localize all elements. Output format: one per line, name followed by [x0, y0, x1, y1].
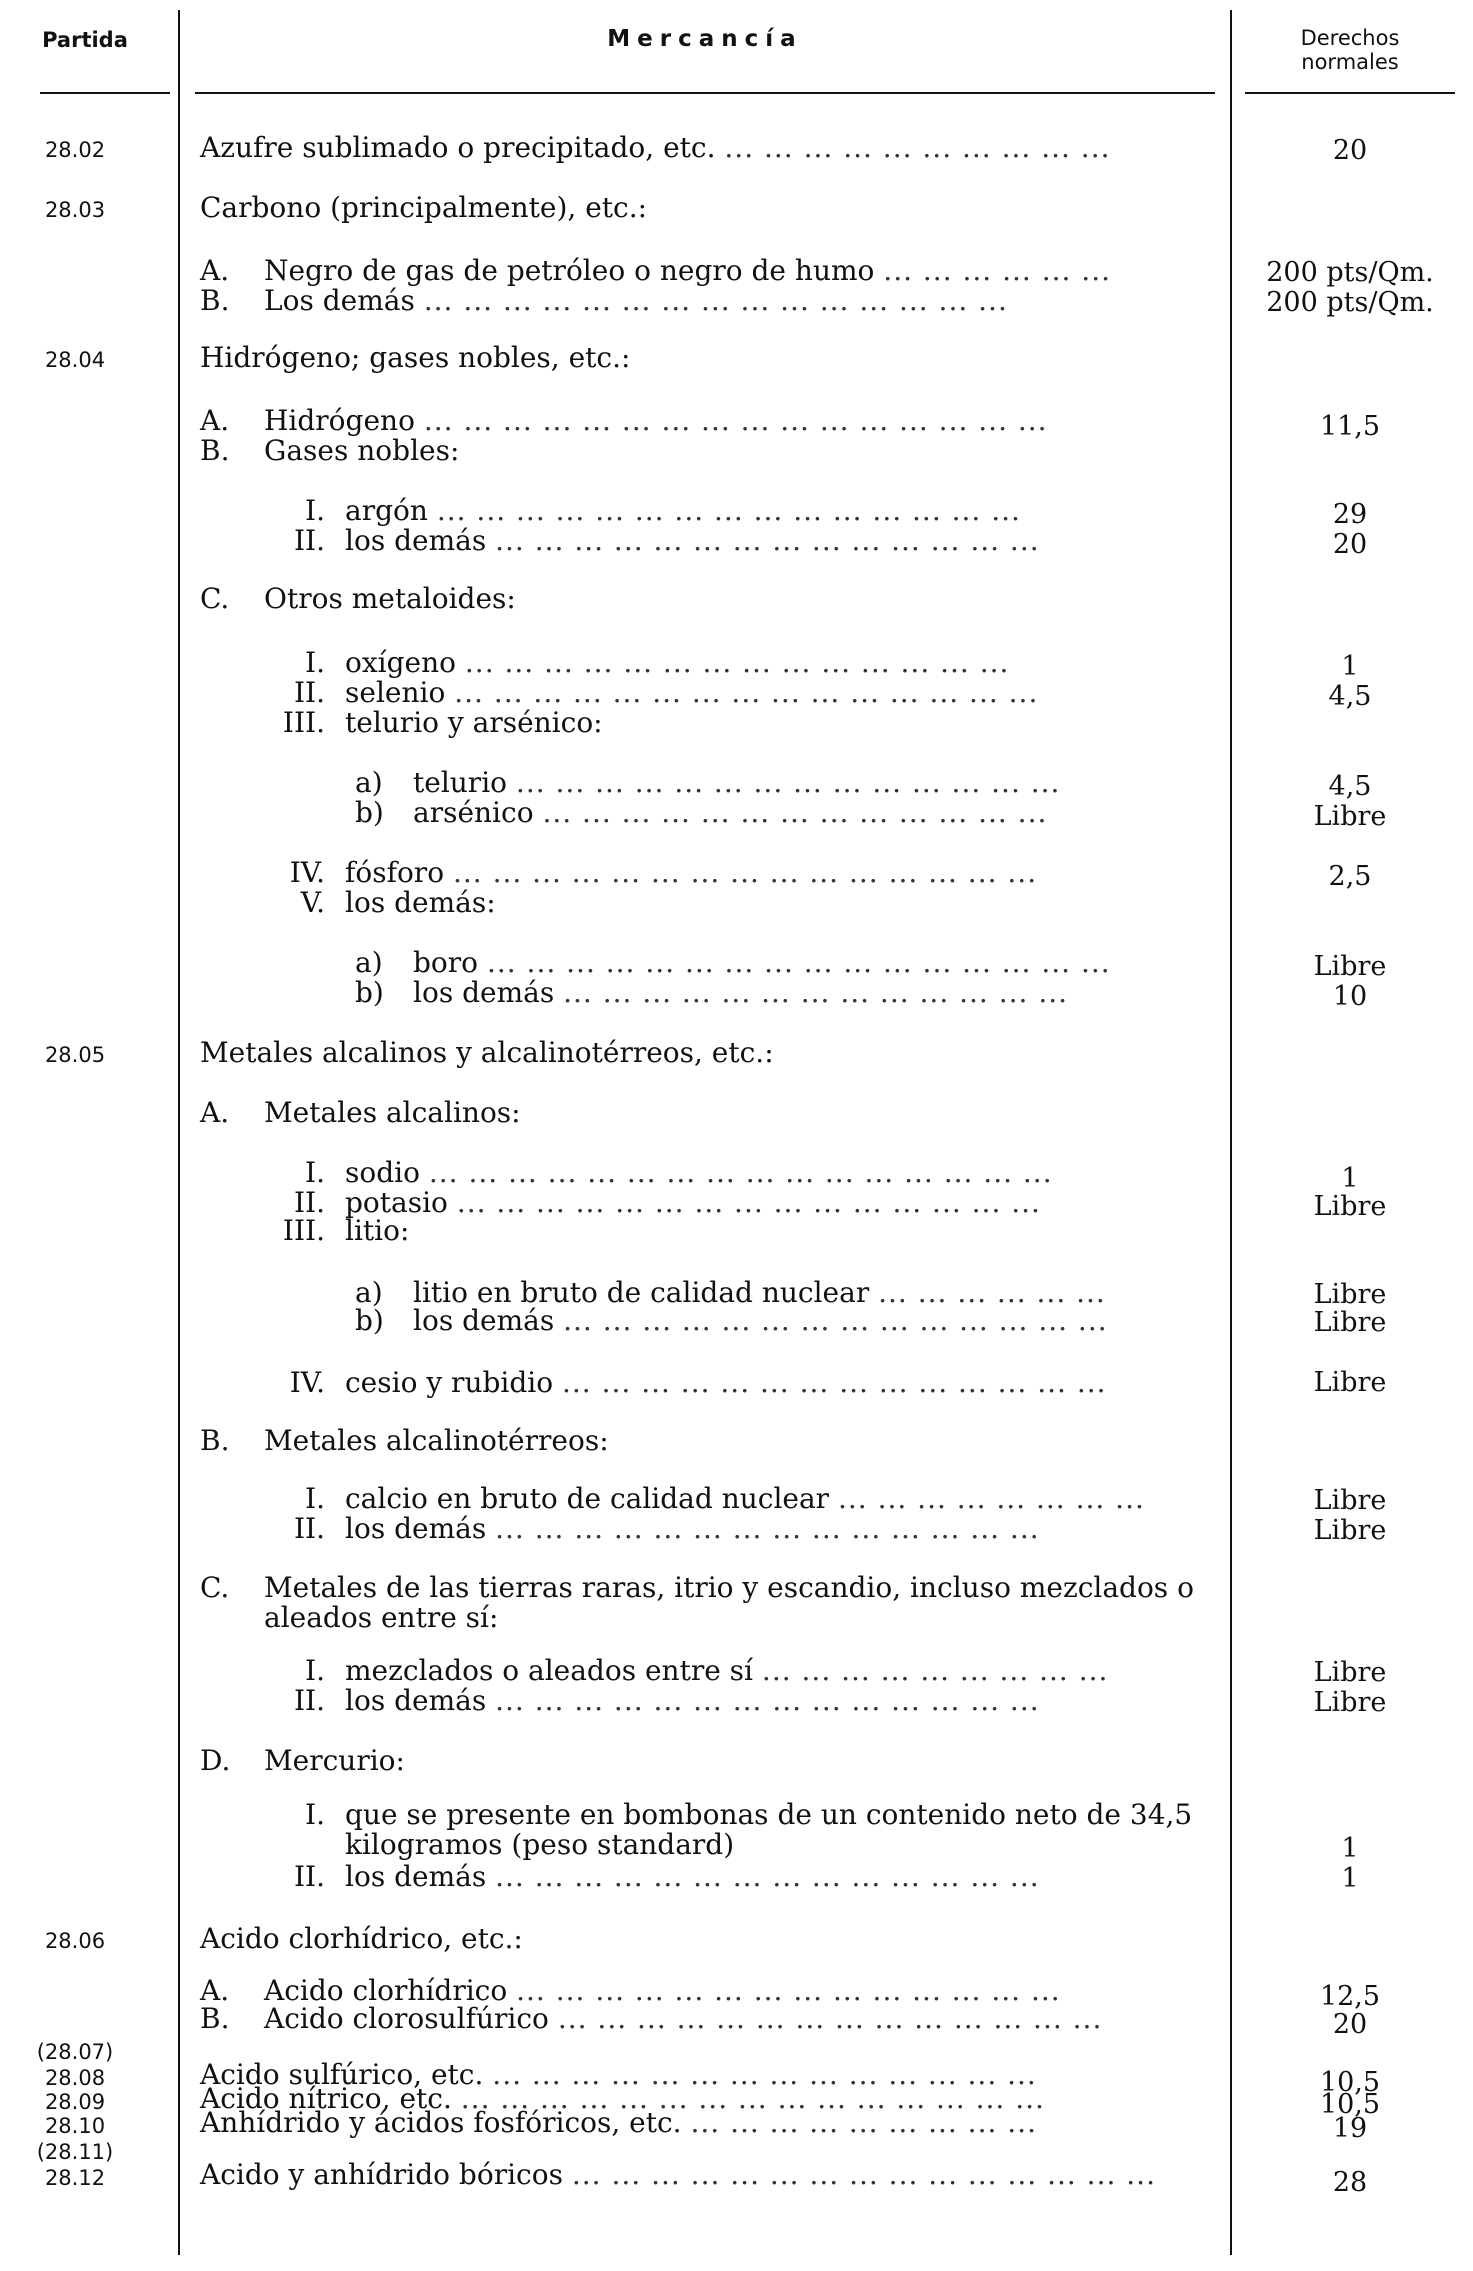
item-description: I. calcio en bruto de calidad nuclear ... ... ... ... ... ... ... ...: [305, 1482, 1145, 1515]
item-description: B. Metales alcalinotérreos:: [200, 1424, 609, 1457]
partida-code: (28.07): [36, 2040, 114, 2064]
duty-value: Libre: [1313, 1367, 1387, 1398]
item-description: II. los demás ... ... ... ... ... ... ... ... ... ... ... ... ... ...: [293, 524, 1040, 557]
duty-value: Libre: [1313, 1485, 1387, 1516]
duty-value: 10: [1332, 981, 1368, 1012]
column-divider-right: [1230, 10, 1232, 2255]
item-description: D. Mercurio:: [200, 1744, 405, 1777]
partida-code: 28.09: [44, 2090, 106, 2114]
item-description: III. telurio y arsénico:: [282, 706, 603, 739]
duty-value: Libre: [1313, 801, 1387, 832]
duty-value: 1: [1341, 1163, 1359, 1194]
item-description: A. Hidrógeno ... ... ... ... ... ... ... ... ... ... ... ... ... ... ... ...: [200, 404, 1048, 437]
duty-value: 1: [1341, 1863, 1359, 1894]
duty-value: 29: [1332, 499, 1368, 530]
item-description: A. Acido clorhídrico ... ... ... ... ... ... ... ... ... ... ... ... ... ...: [200, 1974, 1061, 2007]
duty-value: 20: [1332, 2009, 1368, 2040]
duty-value: 4,5: [1328, 771, 1372, 802]
item-description: I. argón ... ... ... ... ... ... ... ... ... ... ... ... ... ... ...: [305, 494, 1021, 527]
item-description: b) los demás ... ... ... ... ... ... ... ... ... ... ... ... ... ...: [355, 1304, 1108, 1337]
partida-code: 28.10: [44, 2114, 106, 2138]
partida-code: 28.12: [44, 2166, 106, 2190]
duty-value: 2,5: [1328, 861, 1372, 892]
header-partida: Partida: [42, 28, 128, 52]
item-description: A. Metales alcalinos:: [200, 1096, 521, 1129]
duty-value: 28: [1332, 2167, 1368, 2198]
duty-value: 1: [1341, 651, 1359, 682]
duty-value: Libre: [1313, 1657, 1387, 1688]
item-description: IV. cesio y rubidio ... ... ... ... ... ... ... ... ... ... ... ... ... ...: [289, 1366, 1107, 1399]
item-description: C. Otros metaloides:: [200, 582, 516, 615]
item-description: b) los demás ... ... ... ... ... ... ... ... ... ... ... ... ...: [355, 976, 1069, 1009]
header-underline-partida: [40, 92, 170, 94]
header-underline-mercancia: [195, 92, 1215, 94]
partida-code: 28.06: [44, 1929, 106, 1953]
partida-code: 28.04: [44, 348, 106, 372]
duty-value: Libre: [1313, 1687, 1387, 1718]
item-description: II. los demás ... ... ... ... ... ... ... ... ... ... ... ... ... ...: [293, 1512, 1040, 1545]
item-description: C. Metales de las tierras raras, itrio y escandio, incluso mezclados o aleados entre sí:: [200, 1571, 1194, 1634]
item-description: II. los demás ... ... ... ... ... ... ... ... ... ... ... ... ... ...: [293, 1860, 1040, 1893]
duty-value: Libre: [1313, 1515, 1387, 1546]
item-description: III. litio:: [282, 1214, 410, 1247]
item-description: Metales alcalinos y alcalinotérreos, etc.:: [200, 1036, 774, 1069]
duty-value: 11,5: [1319, 411, 1381, 442]
item-description: Acido nítrico, etc. ... ... ... ... ... ... ... ... ... ... ... ... ... ... ...: [200, 2082, 1045, 2115]
partida-code: 28.03: [44, 198, 106, 222]
item-description: I. que se presente en bombonas de un contenido neto de 34,5 kilogramos (peso standard): [305, 1798, 1193, 1861]
header-underline-derechos: [1245, 92, 1455, 94]
duty-value: 200 pts/Qm.: [1266, 287, 1434, 318]
item-description: B. Acido clorosulfúrico ... ... ... ... ... ... ... ... ... ... ... ... ... ...: [200, 2002, 1103, 2035]
item-description: I. oxígeno ... ... ... ... ... ... ... ... ... ... ... ... ... ...: [305, 646, 1010, 679]
duty-value: 12,5: [1319, 1981, 1381, 2012]
partida-code: 28.08: [44, 2066, 106, 2090]
duty-value: 4,5: [1328, 681, 1372, 712]
header-derechos: Derechos normales: [1300, 26, 1400, 74]
item-description: Acido sulfúrico, etc. ... ... ... ... ... ... ... ... ... ... ... ... ... ...: [200, 2058, 1037, 2091]
item-description: Azufre sublimado o precipitado, etc. ... ... ... ... ... ... ... ... ... ...: [200, 131, 1111, 164]
item-description: Anhídrido y ácidos fosfóricos, etc. ... ... ... ... ... ... ... ... ...: [200, 2106, 1037, 2139]
item-description: II. los demás ... ... ... ... ... ... ... ... ... ... ... ... ... ...: [293, 1684, 1040, 1717]
item-description: Carbono (principalmente), etc.:: [200, 191, 648, 224]
partida-code: 28.02: [44, 138, 106, 162]
duty-value: Libre: [1313, 951, 1387, 982]
item-description: V. los demás:: [300, 886, 496, 919]
item-description: a) boro ... ... ... ... ... ... ... ... ... ... ... ... ... ... ... ...: [355, 946, 1111, 979]
item-description: a) litio en bruto de calidad nuclear ... ... ... ... ... ...: [355, 1276, 1106, 1309]
duty-value: 10,5: [1319, 2067, 1381, 2098]
duty-value: 20: [1332, 135, 1368, 166]
item-description: Acido y anhídrido bóricos ... ... ... ... ... ... ... ... ... ... ... ... ... ... ...: [200, 2158, 1156, 2191]
duty-value: 1: [1341, 1833, 1359, 1864]
partida-code: 28.05: [44, 1043, 106, 1067]
duty-value: 200 pts/Qm.: [1266, 257, 1434, 288]
item-description: II. potasio ... ... ... ... ... ... ... ... ... ... ... ... ... ... ...: [293, 1186, 1041, 1219]
duty-value: Libre: [1313, 1307, 1387, 1338]
item-description: I. mezclados o aleados entre sí ... ... ... ... ... ... ... ... ...: [305, 1654, 1109, 1687]
item-description: A. Negro de gas de petróleo o negro de humo ... ... ... ... ... ...: [200, 254, 1112, 287]
duty-value: Libre: [1313, 1191, 1387, 1222]
item-description: Hidrógeno; gases nobles, etc.:: [200, 341, 631, 374]
item-description: a) telurio ... ... ... ... ... ... ... ... ... ... ... ... ... ...: [355, 766, 1061, 799]
item-description: Acido clorhídrico, etc.:: [200, 1922, 523, 1955]
partida-code: (28.11): [36, 2140, 114, 2164]
duty-value: Libre: [1313, 1279, 1387, 1310]
item-description: b) arsénico ... ... ... ... ... ... ... ... ... ... ... ... ...: [355, 796, 1048, 829]
item-description: II. selenio ... ... ... ... ... ... ... ... ... ... ... ... ... ... ...: [293, 676, 1039, 709]
duty-value: 19: [1332, 2113, 1368, 2144]
item-description: B. Gases nobles:: [200, 434, 460, 467]
duty-value: 20: [1332, 529, 1368, 560]
header-mercancia: Mercancía: [607, 26, 803, 52]
duty-value: 10,5: [1319, 2089, 1381, 2120]
item-description: B. Los demás ... ... ... ... ... ... ... ... ... ... ... ... ... ... ...: [200, 284, 1008, 317]
item-description: I. sodio ... ... ... ... ... ... ... ... ... ... ... ... ... ... ... ...: [305, 1156, 1053, 1189]
item-description: IV. fósforo ... ... ... ... ... ... ... ... ... ... ... ... ... ... ...: [289, 856, 1038, 889]
column-divider-left: [178, 10, 180, 2255]
